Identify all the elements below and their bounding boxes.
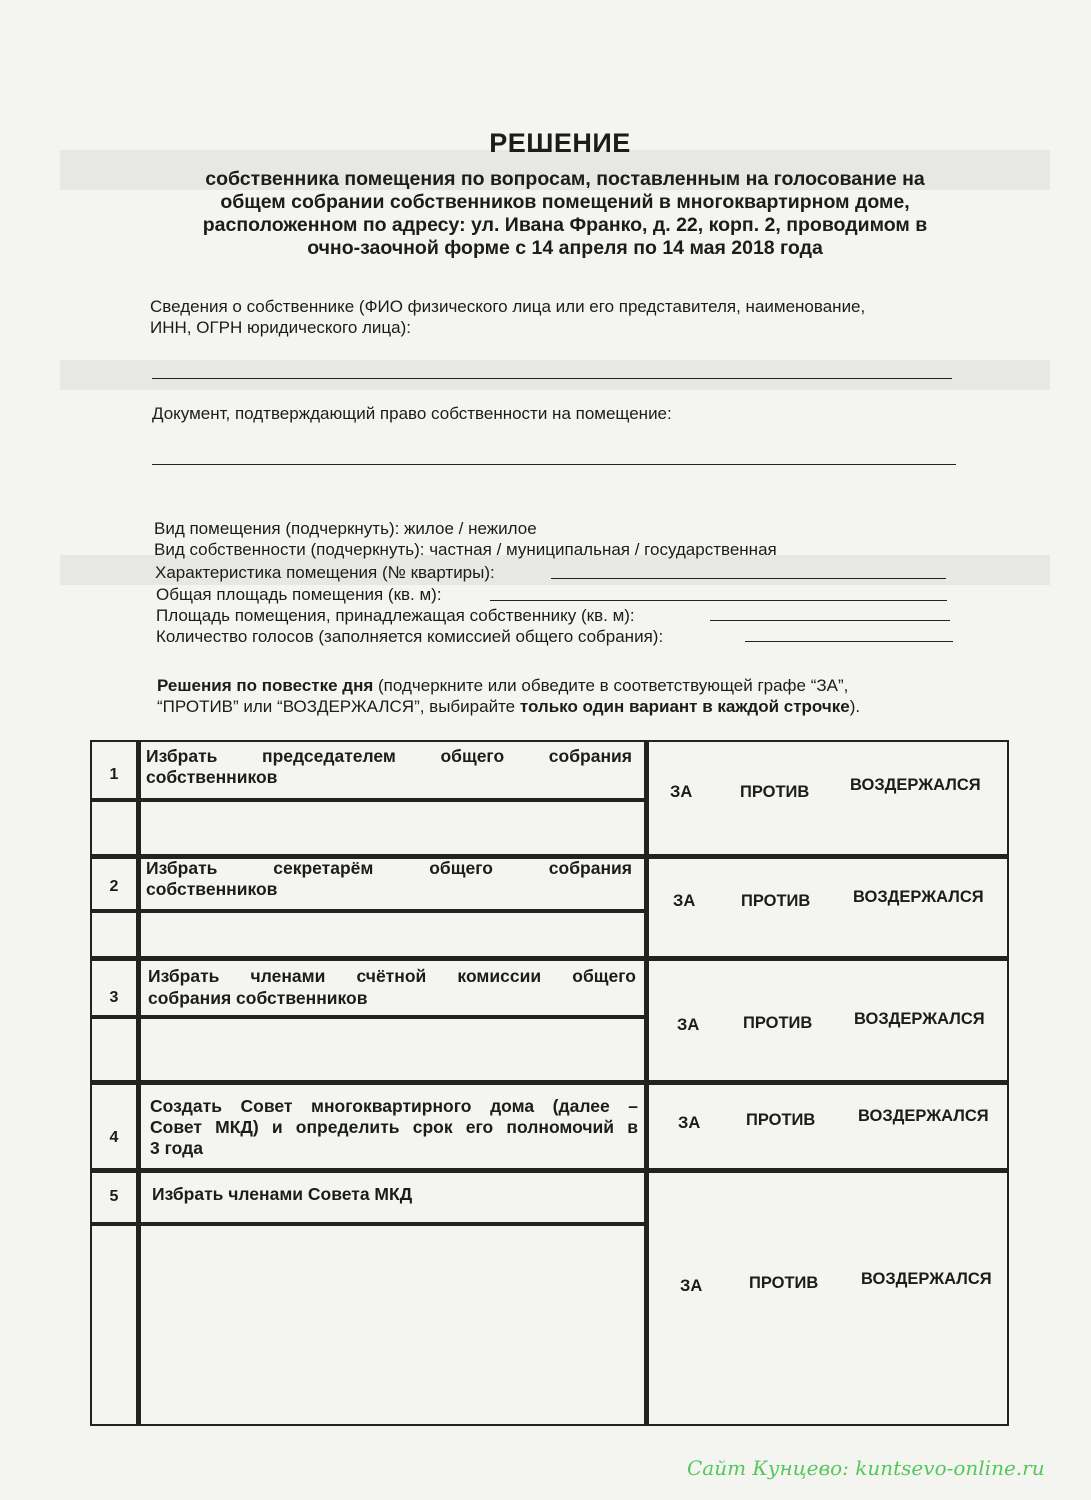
vote-for-option[interactable]: ЗА	[673, 892, 696, 910]
vote-abstain-option[interactable]: ВОЗДЕРЖАЛСЯ	[853, 888, 984, 906]
vote-against-option[interactable]: ПРОТИВ	[743, 1014, 813, 1032]
agenda-question-line: Создать Совет многоквартирного дома (далее –	[150, 1096, 638, 1116]
candidate-field[interactable]	[138, 800, 642, 852]
instructions-part1: (подчеркните или обведите в соответствующей графе “ЗА”,	[373, 676, 849, 695]
agenda-question	[152, 1184, 640, 1205]
instructions-part2: “ПРОТИВ” или “ВОЗДЕРЖАЛСЯ”, выбирайте	[157, 697, 520, 716]
ownership-document-label: Документ, подтверждающий право собственности на помещение:	[152, 404, 672, 423]
owner-area-label: Площадь помещения, принадлежащая собственнику (кв. м):	[156, 606, 635, 625]
instructions-tail: ).	[849, 697, 861, 716]
owner-info-label	[150, 296, 865, 338]
vote-against-option[interactable]: ПРОТИВ	[746, 1111, 816, 1129]
agenda-question-line: 3 года	[150, 1138, 203, 1158]
agenda-question-line: собственников	[146, 879, 278, 899]
vote-for-option[interactable]: ЗА	[678, 1114, 701, 1132]
subtitle-line: расположенном по адресу: ул. Ивана Франко, д. 22, корп. 2, проводимом в	[202, 214, 928, 236]
candidate-field[interactable]	[138, 911, 642, 955]
agenda-question	[146, 746, 632, 767]
agenda-question	[146, 879, 632, 900]
candidate-field[interactable]	[138, 1224, 642, 1420]
subtitle-line: собственника помещения по вопросам, поставленным на голосование на	[205, 168, 925, 190]
agenda-number: 5	[109, 1188, 119, 1205]
instructions-line	[157, 696, 860, 717]
total-area-label: Общая площадь помещения (кв. м):	[156, 585, 442, 604]
ownership-type-field[interactable]: Вид собственности (подчеркнуть): частная / муниципальная / государственная	[154, 540, 777, 559]
agenda-number: 1	[109, 766, 119, 783]
agenda-number: 2	[109, 878, 119, 895]
agenda-question	[150, 1096, 638, 1138]
table-hline	[92, 956, 1007, 961]
agenda-question-line: собственников	[146, 767, 278, 787]
instructions-line	[157, 675, 860, 696]
votes-field[interactable]	[745, 641, 953, 642]
subtitle-line: очно-заочной форме с 14 апреля по 14 мая 2018 года	[307, 237, 823, 259]
document-subtitle	[150, 168, 980, 260]
agenda-question-line: Избрать секретарём общего собрания	[146, 858, 632, 878]
agenda-question	[148, 988, 636, 1009]
vote-against-option[interactable]: ПРОТИВ	[740, 783, 810, 801]
apartment-label: Характеристика помещения (№ квартиры):	[155, 563, 495, 582]
vote-abstain-option[interactable]: ВОЗДЕРЖАЛСЯ	[858, 1107, 989, 1125]
vote-abstain-option[interactable]: ВОЗДЕРЖАЛСЯ	[854, 1010, 985, 1028]
agenda-number: 3	[109, 989, 119, 1006]
total-area-field[interactable]	[490, 600, 947, 601]
show-through-shadow	[60, 360, 1050, 390]
subtitle-line: общем собрании собственников помещений в многоквартирном доме,	[220, 191, 910, 213]
agenda-question-line: Совет МКД) и определить срок его полномочий в	[150, 1117, 638, 1137]
table-hline	[92, 1168, 1007, 1173]
agenda-question-line: собрания собственников	[148, 988, 368, 1008]
agenda-question	[148, 966, 636, 987]
instructions-bold-start: Решения по повестке дня	[157, 676, 374, 695]
site-watermark: Сайт Кунцево: kuntsevo-online.ru	[687, 1456, 1045, 1480]
vote-for-option[interactable]: ЗА	[670, 783, 693, 801]
agenda-question-line: Избрать председателем общего собрания	[146, 746, 632, 766]
agenda-question	[150, 1138, 638, 1159]
table-hline	[92, 1080, 1007, 1085]
voting-table	[90, 740, 1009, 1426]
vote-against-option[interactable]: ПРОТИВ	[749, 1274, 819, 1292]
instructions-bold-end: только один вариант в каждой строчке	[519, 697, 850, 716]
premises-type-field[interactable]: Вид помещения (подчеркнуть): жилое / нежилое	[154, 519, 537, 538]
vote-abstain-option[interactable]: ВОЗДЕРЖАЛСЯ	[850, 776, 981, 794]
document-title: РЕШЕНИЕ	[489, 128, 631, 158]
agenda-question-line: Избрать членами счётной комиссии общего	[148, 966, 636, 986]
agenda-question	[146, 858, 632, 879]
owner-info-field[interactable]	[152, 378, 952, 379]
vote-for-option[interactable]: ЗА	[680, 1277, 703, 1295]
ownership-document-field[interactable]	[152, 464, 956, 465]
vote-for-option[interactable]: ЗА	[677, 1016, 700, 1034]
owner-info-line: Сведения о собственнике (ФИО физического лица или его представителя, наименование,	[150, 297, 866, 316]
vote-against-option[interactable]: ПРОТИВ	[741, 892, 811, 910]
agenda-question-line: Избрать членами Совета МКД	[152, 1184, 413, 1204]
votes-label: Количество голосов (заполняется комиссией общего собрания):	[156, 627, 664, 646]
candidate-field[interactable]	[138, 1017, 642, 1079]
vote-abstain-option[interactable]: ВОЗДЕРЖАЛСЯ	[861, 1270, 992, 1288]
agenda-instructions	[157, 675, 860, 717]
agenda-number: 4	[109, 1129, 119, 1146]
owner-info-line: ИНН, ОГРН юридического лица):	[150, 318, 411, 337]
owner-area-field[interactable]	[710, 620, 950, 621]
apartment-field[interactable]	[551, 578, 946, 579]
agenda-question	[146, 767, 632, 788]
